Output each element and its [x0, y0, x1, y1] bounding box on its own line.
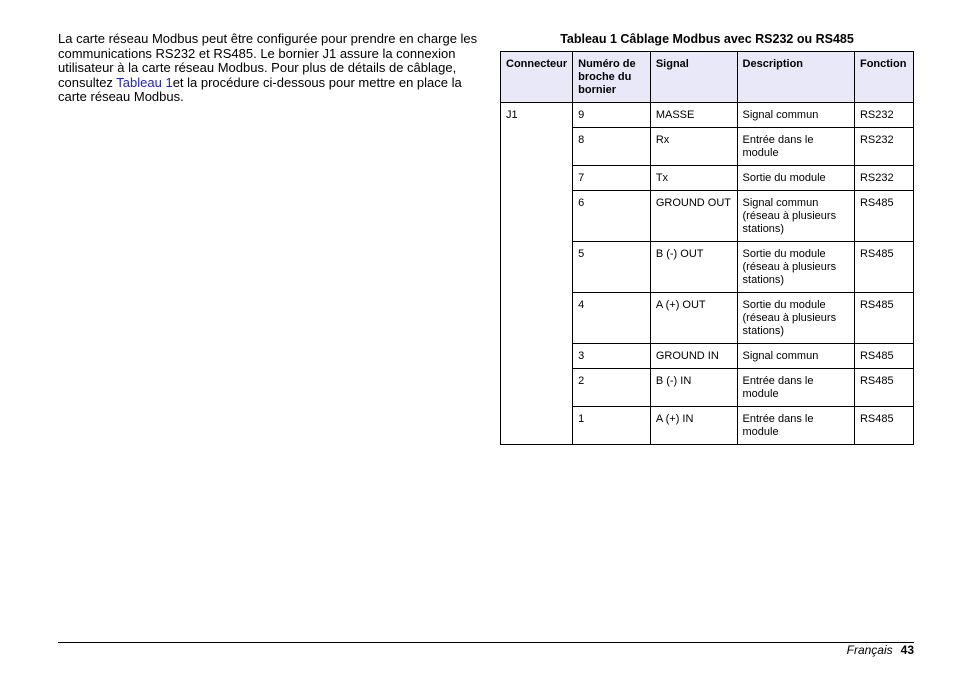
- cell-description: Sortie du module: [737, 166, 854, 191]
- page-number: 43: [900, 643, 914, 657]
- table-reference-link[interactable]: Tableau 1: [116, 74, 173, 90]
- cell-description: Entrée dans le module: [737, 369, 854, 407]
- cell-pin-number: 2: [573, 369, 651, 407]
- footer-divider: [58, 642, 914, 643]
- footer-language: Français: [846, 643, 893, 657]
- cell-description: Entrée dans le module: [737, 128, 854, 166]
- cell-pin-number: 4: [573, 293, 651, 344]
- cell-signal: Rx: [650, 128, 737, 166]
- cell-connector: J1: [501, 103, 573, 445]
- cell-function: RS485: [854, 407, 913, 445]
- intro-text-end: et la procédure ci-dessous pour mettre en place la carte réseau Modbus.: [58, 74, 462, 105]
- cell-function: RS232: [854, 128, 913, 166]
- cell-function: RS232: [854, 166, 913, 191]
- header-signal: Signal: [650, 52, 737, 103]
- table-title: Tableau 1 Câblage Modbus avec RS232 ou RS485: [560, 32, 854, 46]
- cell-pin-number: 3: [573, 344, 651, 369]
- cell-signal: A (+) OUT: [650, 293, 737, 344]
- cell-function: RS485: [854, 293, 913, 344]
- cell-signal: Tx: [650, 166, 737, 191]
- cell-pin-number: 8: [573, 128, 651, 166]
- table-body: [501, 103, 914, 445]
- cell-signal: A (+) IN: [650, 407, 737, 445]
- cell-description: Signal commun: [737, 103, 854, 128]
- cell-pin-number: 5: [573, 242, 651, 293]
- cell-function: RS485: [854, 369, 913, 407]
- cell-signal: MASSE: [650, 103, 737, 128]
- intro-paragraph: [58, 32, 483, 105]
- cell-signal: B (-) OUT: [650, 242, 737, 293]
- cell-signal: GROUND IN: [650, 344, 737, 369]
- cell-description: Signal commun: [737, 344, 854, 369]
- cell-signal: B (-) IN: [650, 369, 737, 407]
- cell-pin-number: 7: [573, 166, 651, 191]
- cell-description: Sortie du module (réseau à plusieurs stations): [737, 242, 854, 293]
- header-pin-number: Numéro de broche du bornier: [573, 52, 651, 103]
- cell-description: Entrée dans le module: [737, 407, 854, 445]
- table-row: [501, 103, 914, 128]
- cell-function: RS485: [854, 191, 913, 242]
- header-function: Fonction: [854, 52, 913, 103]
- cell-pin-number: 9: [573, 103, 651, 128]
- header-description: Description: [737, 52, 854, 103]
- cell-function: RS485: [854, 242, 913, 293]
- cell-function: RS485: [854, 344, 913, 369]
- cell-description: Sortie du module (réseau à plusieurs stations): [737, 293, 854, 344]
- page-footer: [847, 643, 914, 657]
- table-header-row: [501, 52, 914, 103]
- cell-signal: GROUND OUT: [650, 191, 737, 242]
- cell-pin-number: 1: [573, 407, 651, 445]
- cell-description: Signal commun (réseau à plusieurs stations): [737, 191, 854, 242]
- cell-function: RS232: [854, 103, 913, 128]
- cell-pin-number: 6: [573, 191, 651, 242]
- wiring-table: [500, 51, 914, 445]
- header-connector: Connecteur: [501, 52, 573, 103]
- intro-text-start: La carte réseau Modbus peut être configurée pour prendre en charge les communications RS232 et RS485. Le bornier J1 assure la connexion utilisateur à la carte réseau Modbus. Pour plus de détails de câblage, consultez: [58, 31, 478, 90]
